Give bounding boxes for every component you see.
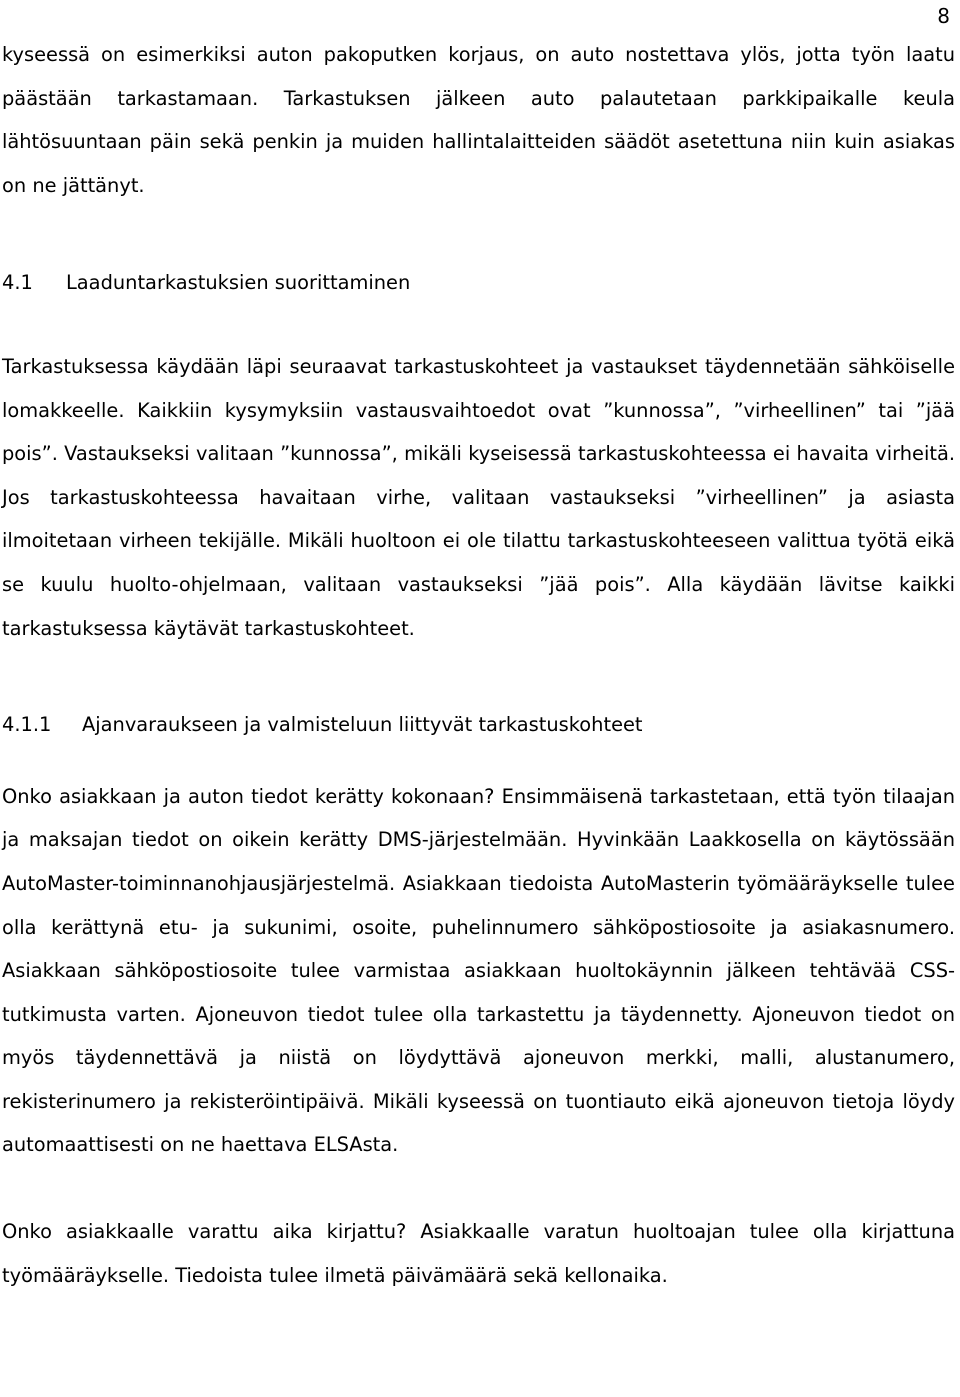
- section-heading-4-1: [2, 261, 955, 305]
- section-heading-4-1-1: [2, 703, 955, 747]
- subsection-number: 4.1.1: [2, 713, 52, 737]
- subsection-paragraph-2: Onko asiakkaalle varattu aika kirjattu? Asiakkaalle varatun huoltoajan tulee olla kirjattuna työmääräykselle. Tiedoista tulee ilmetä päivämäärä sekä kellonaika.: [2, 1220, 955, 1287]
- section-title: Laaduntarkastuksien suorittaminen: [66, 271, 411, 295]
- section-4-1-paragraph: Tarkastuksessa käydään läpi seuraavat tarkastuskohteet ja vastaukset täydennetään sähköiselle lomakkeelle. Kaikkiin kysymyksiin vastausvaihtoedot ovat ”kunnossa”, ”virheellinen” tai ”jää pois”. Vastaukseksi valitaan ”kunnossa”, mikäli kyseisessä tarkastuskohteessa ei havaita virheitä. Jos tarkastuskohteessa havaitaan virhe, valitaan vastaukseksi ”virheellinen” ja asiasta ilmoitetaan virheen tekijälle. Mikäli huoltoon ei ole tilattu tarkastuskohteeseen valittua työtä eikä se kuulu huolto-ohjelmaan, valitaan vastaukseksi ”jää pois”. Alla käydään lävitse kaikki tarkastuksessa käytävät tarkastuskohteet.: [2, 354, 955, 640]
- section-number: 4.1: [2, 271, 33, 295]
- subsection-paragraph-1: Onko asiakkaan ja auton tiedot kerätty kokonaan? Ensimmäisenä tarkastetaan, että työn tilaajan ja maksajan tiedot on oikein kerätty DMS-järjestelmään. Hyvinkään Laakkosella on käytössään AutoMaster-toiminnanohjausjärjestelmä. Asiakkaan tiedoista AutoMasterin työmääräykselle tulee olla kerättynä etu- ja sukunimi, osoite, puhelinnumero sähköpostiosoite ja asiakasnumero. Asiakkaan sähköpostiosoite tulee varmistaa asiakkaan huoltokäynnin jälkeen tehtävää CSS-tutkimusta varten. Ajoneuvon tiedot tulee olla tarkastettu ja täydennetty. Ajoneuvon tiedot on myös täydennettävä ja niistä on löydyttävä ajoneuvon merkki, malli, alustanumero, rekisterinumero ja rekisteröintipäivä. Mikäli kyseessä on tuontiauto eikä ajoneuvon tietoja löydy automaattisesti on ne haettava ELSAsta.: [2, 784, 955, 1157]
- page-content: [2, 33, 955, 1297]
- page-number: 8: [937, 4, 950, 28]
- subsection-title: Ajanvaraukseen ja valmisteluun liittyvät tarkastuskohteet: [82, 713, 643, 737]
- intro-paragraph: kyseessä on esimerkiksi auton pakoputken korjaus, on auto nostettava ylös, jotta työn laatu päästään tarkastamaan. Tarkastuksen jälkeen auto palautetaan parkkipaikalle keula lähtösuuntaan päin sekä penkin ja muiden hallintalaitteiden säädöt asetettuna niin kuin asiakas on ne jättänyt.: [2, 43, 955, 197]
